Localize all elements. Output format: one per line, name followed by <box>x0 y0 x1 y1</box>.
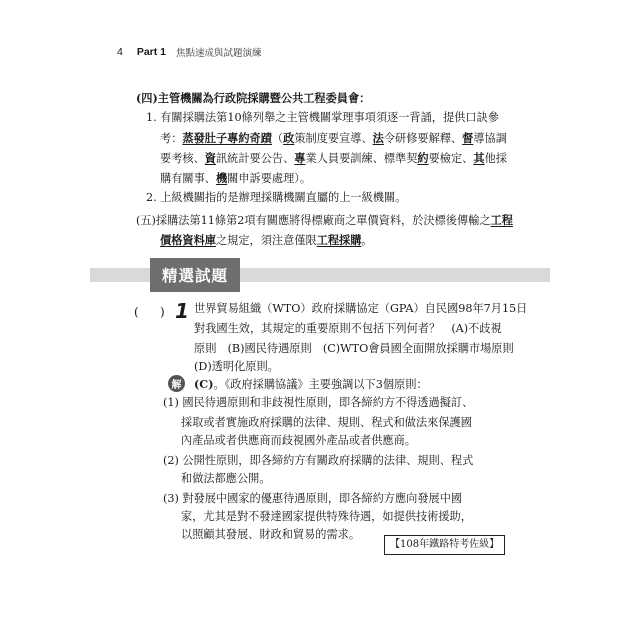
exam-source-tag: 【108年鐵路特考佐級】 <box>384 535 505 555</box>
mnemonic: 蒸發肚子專約奇蹟 <box>182 131 272 145</box>
answer-point3-line1: (3) 對發展中國家的優惠待遇原則，即各締約方應向發展中國 <box>163 492 463 505</box>
question-line2: 對我國生效，其規定的重要原則不包括下列何者？ (A)不歧視 <box>194 322 502 335</box>
page-number: 4 <box>117 46 123 58</box>
question-line1: 世界貿易組織（WTO）政府採購協定（GPA）自民國98年7月15日 <box>194 302 528 315</box>
section-5-line1: (五)採購法第11條第2項有關應將得標廠商之單價資料，於決標後傳輸之工程 <box>136 213 513 227</box>
answer-bracket-right: ) <box>160 305 165 319</box>
answer-point1-line2: 採取或者實施政府採購的法律、規則、程式和做法來保護國 <box>181 416 472 429</box>
answer-point3-line3: 以照顧其發展、財政和貿易的需求。 <box>181 528 361 541</box>
answer-point3-line2: 家，尤其是對不發達國家提供特殊待遇，如提供技術援助， <box>181 510 472 523</box>
item1-line1: 1. 有關採購法第10條列舉之主管機關掌理事項須逐一背誦，提供口訣參 <box>146 111 499 124</box>
item1-line2: 考：蒸發肚子專約奇蹟（政策制度要宣導、法令研修要解釋、督導協調 <box>160 131 507 145</box>
answer-point1-line1: (1) 國民待遇原則和非歧視性原則，即各締約方不得透過擬訂、 <box>163 396 474 409</box>
chapter-title: 焦點速成與試題演練 <box>176 48 262 59</box>
part-label: Part 1 <box>136 46 167 58</box>
question-line4: (D)透明化原則。 <box>194 360 279 373</box>
item1-line4: 購有關事、機關申訴要處理）。 <box>160 171 312 185</box>
question-number: 1 <box>175 299 189 323</box>
answer-bracket-left: ( <box>134 305 139 319</box>
answer-point1-line3: 內產品或者供應商而歧視國外產品或者供應商。 <box>181 434 416 447</box>
answer-letter: (C) <box>194 377 214 391</box>
answer-point2-line2: 和做法都應公開。 <box>181 472 271 485</box>
item1-line3: 要考核、資訊統計要公告、專業人員要訓練、標準契約要檢定、其他採 <box>160 151 507 165</box>
section-5-line2: 價格資料庫之規定，須注意僅限工程採購。 <box>160 233 373 247</box>
page-header <box>117 44 262 60</box>
answer-icon: 解 <box>168 375 185 392</box>
section-tab-title: 精選試題 <box>150 258 240 292</box>
section-4-heading: (四)主管機關為行政院採購暨公共工程委員會： <box>136 91 371 105</box>
question-line3: 原則 (B)國民待遇原則 (C)WTO會員國全面開放採購市場原則 <box>194 342 514 355</box>
answer-intro: (C)。《政府採購協議》主要強調以下3個原則： <box>194 377 428 391</box>
item2: 2. 上級機關指的是辦理採購機關直屬的上一級機關。 <box>146 191 407 204</box>
answer-point2-line1: (2) 公開性原則，即各締約方有關政府採購的法律、規則、程式 <box>163 454 474 467</box>
